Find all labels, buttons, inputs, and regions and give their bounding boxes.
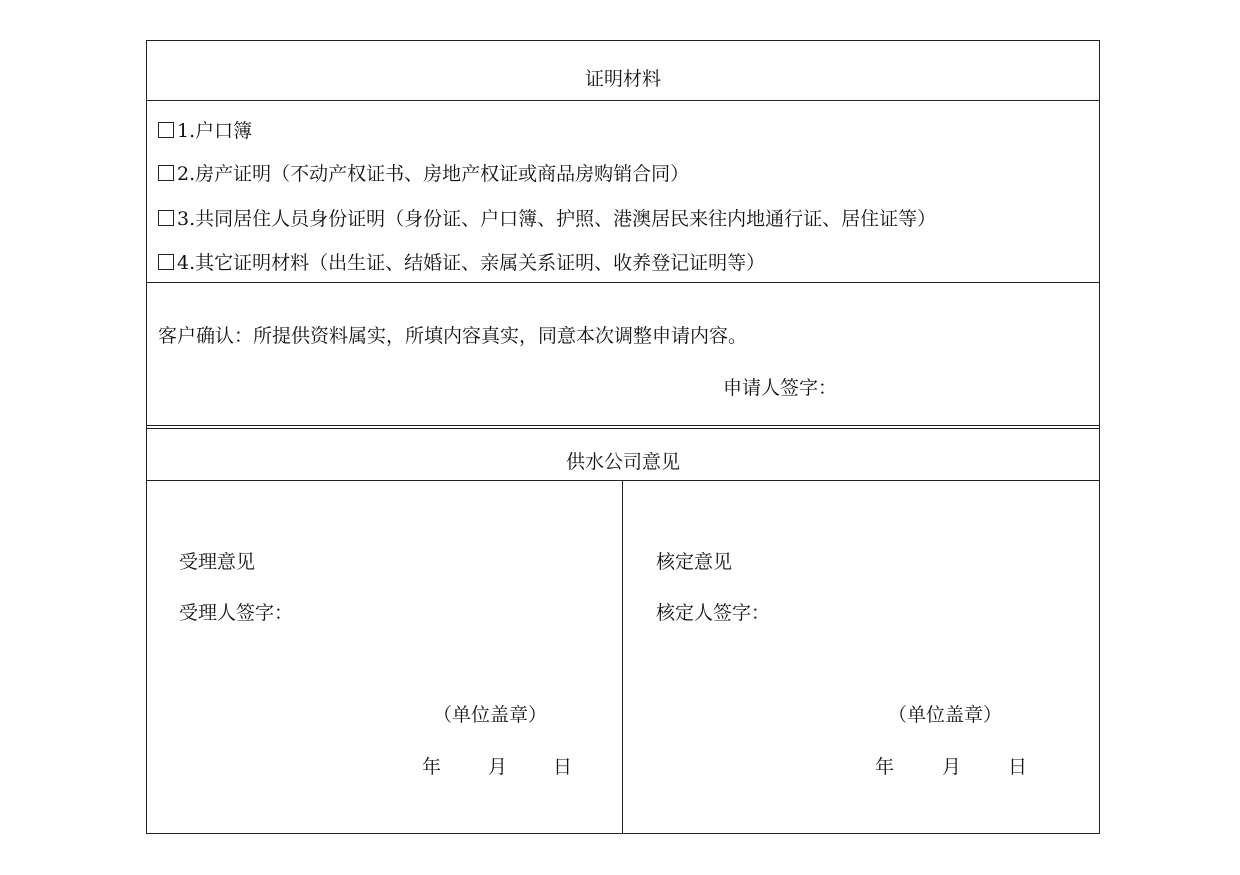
material-label: 2.房产证明（不动产权证书、房地产权证或商品房购销合同） [177,163,690,185]
acceptance-year-label: 年 [422,756,442,778]
left-border [146,40,147,834]
verification-month-label: 月 [942,756,962,778]
applicant-signature-label: 申请人签字： [723,377,838,399]
opinion-header-divider [146,480,1100,481]
acceptance-seal-label: （单位盖章） [433,704,548,726]
acceptance-opinion-label: 受理意见 [179,551,256,573]
bottom-border [146,833,1100,834]
confirm-bottom-divider-2 [146,428,1100,429]
materials-bottom-divider [146,282,1100,283]
material-label: 4.其它证明材料（出生证、结婚证、亲属关系证明、收养登记证明等） [177,252,766,274]
material-label: 1.户口簿 [177,120,253,142]
material-label: 3.共同居住人员身份证明（身份证、户口簿、护照、港澳居民来往内地通行证、居住证等） [177,208,937,230]
confirm-bottom-divider-1 [146,425,1100,426]
material-item-household-register[interactable] [158,119,252,143]
company-opinion-title: 供水公司意见 [565,451,680,473]
application-form [146,40,1100,834]
verification-opinion-label: 核定意见 [656,551,733,573]
customer-confirmation: 客户确认：所提供资料属实，所填内容真实，同意本次调整申请内容。 [158,325,748,347]
material-item-cohabitant-id[interactable] [158,207,936,231]
materials-header-divider [146,100,1100,101]
acceptance-month-label: 月 [488,756,508,778]
right-border [1099,40,1100,834]
checkbox-icon[interactable] [158,165,174,181]
checkbox-icon[interactable] [158,210,174,226]
material-item-property-proof[interactable] [158,162,689,186]
verification-signature-label: 核定人签字： [656,602,771,624]
verification-day-label: 日 [1008,756,1028,778]
verification-seal-label: （单位盖章） [888,704,1003,726]
materials-title: 证明材料 [584,68,661,90]
checkbox-icon[interactable] [158,122,174,138]
top-border [146,40,1100,41]
material-item-other-proof[interactable] [158,251,765,275]
checkbox-icon[interactable] [158,254,174,270]
verification-year-label: 年 [875,756,895,778]
acceptance-signature-label: 受理人签字： [179,602,294,624]
acceptance-day-label: 日 [553,756,573,778]
opinion-middle-divider [622,480,623,834]
